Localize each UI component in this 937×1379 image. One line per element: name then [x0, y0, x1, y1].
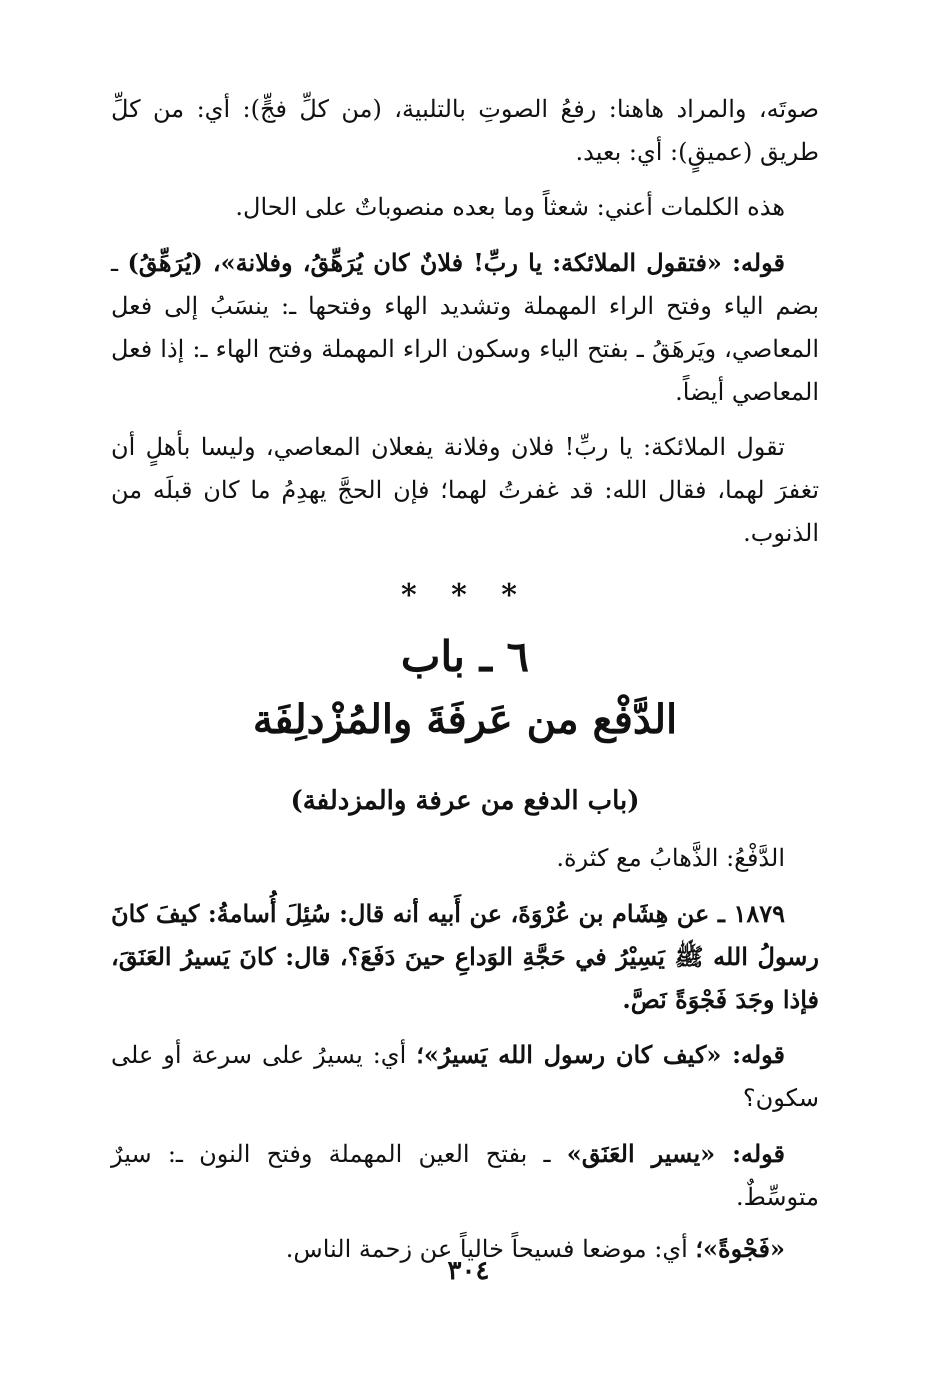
quote-lead: «فَجْوةً»؛	[695, 1234, 785, 1263]
paragraph-tamam	[111, 88, 819, 174]
commentary-anaq	[111, 1132, 819, 1219]
commentary-kayfa	[111, 1033, 819, 1120]
chapter-title: الدَّفْع من عَرفَةَ والمُزْدلِفَة	[252, 696, 678, 743]
section-title: (باب الدفع من عرفة والمزدلفة)	[290, 786, 640, 816]
hadith-paragraph	[111, 892, 819, 1021]
paragraph-malaika	[111, 426, 819, 555]
commentary-text: أي: موضعا فسيحاً خالياً عن زحمة الناس.	[285, 1235, 696, 1263]
quote-lead: قوله: «فتقول الملائكة: يا ربِّ! فلانٌ كان يُرَهِّقُ، وفلانة»، (يُرَهِّقُ)	[127, 248, 785, 277]
commentary-text: ـ بفتح العين المهملة وفتح النون ـ: سيرٌ متوسِّطٌ.	[111, 1140, 819, 1211]
quote-lead: قوله: «يسير العَنَق»	[566, 1139, 785, 1168]
definition-text: الدَّفْعُ: الذَّهابُ مع كثرة.	[556, 844, 785, 872]
paragraph-text: هذه الكلمات أعني: شعثاً وما بعده منصوباتٌ على الحال.	[235, 193, 785, 221]
quote-lead: قوله: «كيف كان رسول الله يَسيرُ»؛	[416, 1040, 785, 1069]
paragraph-text: صوتَه، والمراد هاهنا: رفعُ الصوتِ بالتلبية، (من كلِّ فجٍّ): أي: من كلِّ طريق (عميقٍ): أي: بعيد.	[111, 95, 819, 166]
paragraph-text: ـ بضم الياء وفتح الراء المهملة وتشديد الهاء وفتحها ـ: ينسَبُ إلى فعل المعاصي، ويَرهَقُ ـ بفتح الياء وسكون الراء المهملة وفتح الهاء ـ: إذا فعل المعاصي أيضاً.	[111, 249, 819, 406]
section-separator: * * *	[401, 578, 529, 613]
paragraph-yurahhiq	[111, 241, 819, 414]
page-body	[111, 88, 819, 1283]
commentary-text: أي: يسيرُ على سرعة أو على سكون؟	[111, 1041, 819, 1112]
definition-paragraph	[111, 837, 819, 880]
page-number: ٣٠٤	[447, 1256, 490, 1286]
chapter-label: ٦ ـ باب	[400, 632, 530, 681]
paragraph-hal	[111, 186, 819, 229]
hadith-text: ١٨٧٩ ـ عن هِشَام بن عُرْوَةَ، عن أَبيه أنه قال: سُئِلَ أُسامةُ: كيفَ كانَ رسولُ الله ﷺ يَسِيْرُ في حَجَّةِ الوَداعِ حينَ دَفَعَ؟، قال: كانَ يَسيرُ العَنَقَ، فإذا وجَدَ فَجْوَةً نَصَّ.	[111, 899, 819, 1014]
paragraph-text: تقول الملائكة: يا ربِّ! فلان وفلانة يفعلان المعاصي، وليسا بأهلٍ أن تغفرَ لهما، فقال الله: قد غفرتُ لهما؛ فإن الحجَّ يهدِمُ ما كان قبلَه من الذنوب.	[111, 433, 819, 547]
